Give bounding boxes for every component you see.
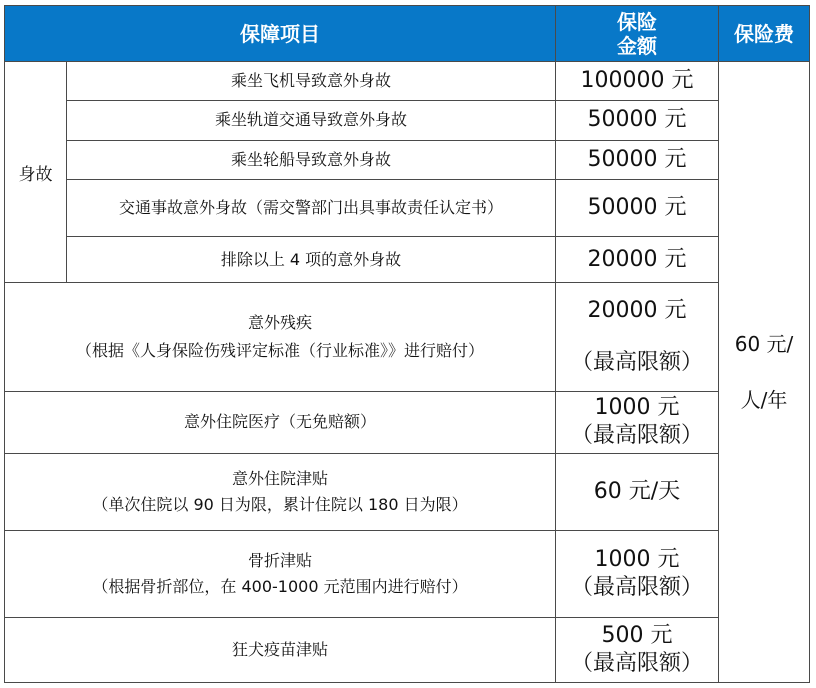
coverage-note: （根据骨折部位，在 400-1000 元范围内进行赔付）: [92, 576, 468, 596]
coverage-amount: 50000 元: [556, 140, 719, 179]
medical-amount-cell: [556, 391, 719, 453]
table-row: [5, 179, 810, 236]
header-item: 保障项目: [5, 6, 556, 62]
coverage-item: 骨折津贴: [247, 550, 312, 570]
fracture-amount-cell: [556, 531, 719, 617]
coverage-amount: 60 元/天: [556, 453, 719, 530]
premium-cell: [719, 62, 810, 683]
coverage-amount: 1000 元: [594, 395, 680, 421]
table-row: [5, 531, 810, 617]
disability-amount-cell: [556, 283, 719, 391]
disability-item-cell: [5, 283, 556, 391]
coverage-item: 交通事故意外身故（需交警部门出具事故责任认定书）: [67, 179, 556, 236]
table-row: [5, 283, 810, 391]
table-row: [5, 391, 810, 453]
header-amount-line2: 金额: [617, 33, 657, 58]
table-row: [5, 140, 810, 179]
coverage-amount: 1000 元: [594, 546, 680, 572]
coverage-limit: （最高限额）: [570, 349, 703, 375]
premium-line1: 60 元/: [734, 332, 794, 357]
coverage-item: 意外残疾: [247, 312, 312, 332]
insurance-table: [4, 5, 810, 683]
header-amount-line1: 保险: [617, 9, 657, 34]
coverage-amount: 50000 元: [556, 179, 719, 236]
coverage-amount: 20000 元: [587, 297, 687, 323]
coverage-amount: 20000 元: [556, 237, 719, 283]
coverage-note: （根据《人身保险伤残评定标准（行业标准》》进行赔付）: [75, 340, 484, 360]
premium-line2: 人/年: [740, 388, 788, 413]
table-row: [5, 453, 810, 530]
coverage-amount: 100000 元: [556, 62, 719, 101]
coverage-amount: 50000 元: [556, 101, 719, 140]
table-row: [5, 101, 810, 140]
coverage-item: 乘坐飞机导致意外身故: [67, 62, 556, 101]
coverage-limit: （最高限额）: [570, 423, 703, 449]
table-row: [5, 617, 810, 682]
table-row: [5, 62, 810, 101]
coverage-item: 乘坐轨道交通导致意外身故: [67, 101, 556, 140]
coverage-limit: （最高限额）: [570, 650, 703, 676]
coverage-item: 意外住院医疗（无免赔额）: [5, 391, 556, 453]
rabies-amount-cell: [556, 617, 719, 682]
coverage-item: 意外住院津贴: [231, 469, 328, 489]
header-row: [5, 6, 810, 62]
coverage-note: （单次住院以 90 日为限，累计住院以 180 日为限）: [92, 495, 468, 515]
hospital-allowance-item-cell: [5, 453, 556, 530]
fracture-item-cell: [5, 531, 556, 617]
category-death: 身故: [5, 62, 67, 283]
coverage-item: 狂犬疫苗津贴: [5, 617, 556, 682]
coverage-limit: （最高限额）: [570, 574, 703, 600]
header-amount: [556, 6, 719, 62]
header-fee: 保险费: [719, 6, 810, 62]
coverage-amount: 500 元: [601, 622, 673, 648]
table-row: [5, 237, 810, 283]
coverage-item: 排除以上 4 项的意外身故: [67, 237, 556, 283]
coverage-item: 乘坐轮船导致意外身故: [67, 140, 556, 179]
